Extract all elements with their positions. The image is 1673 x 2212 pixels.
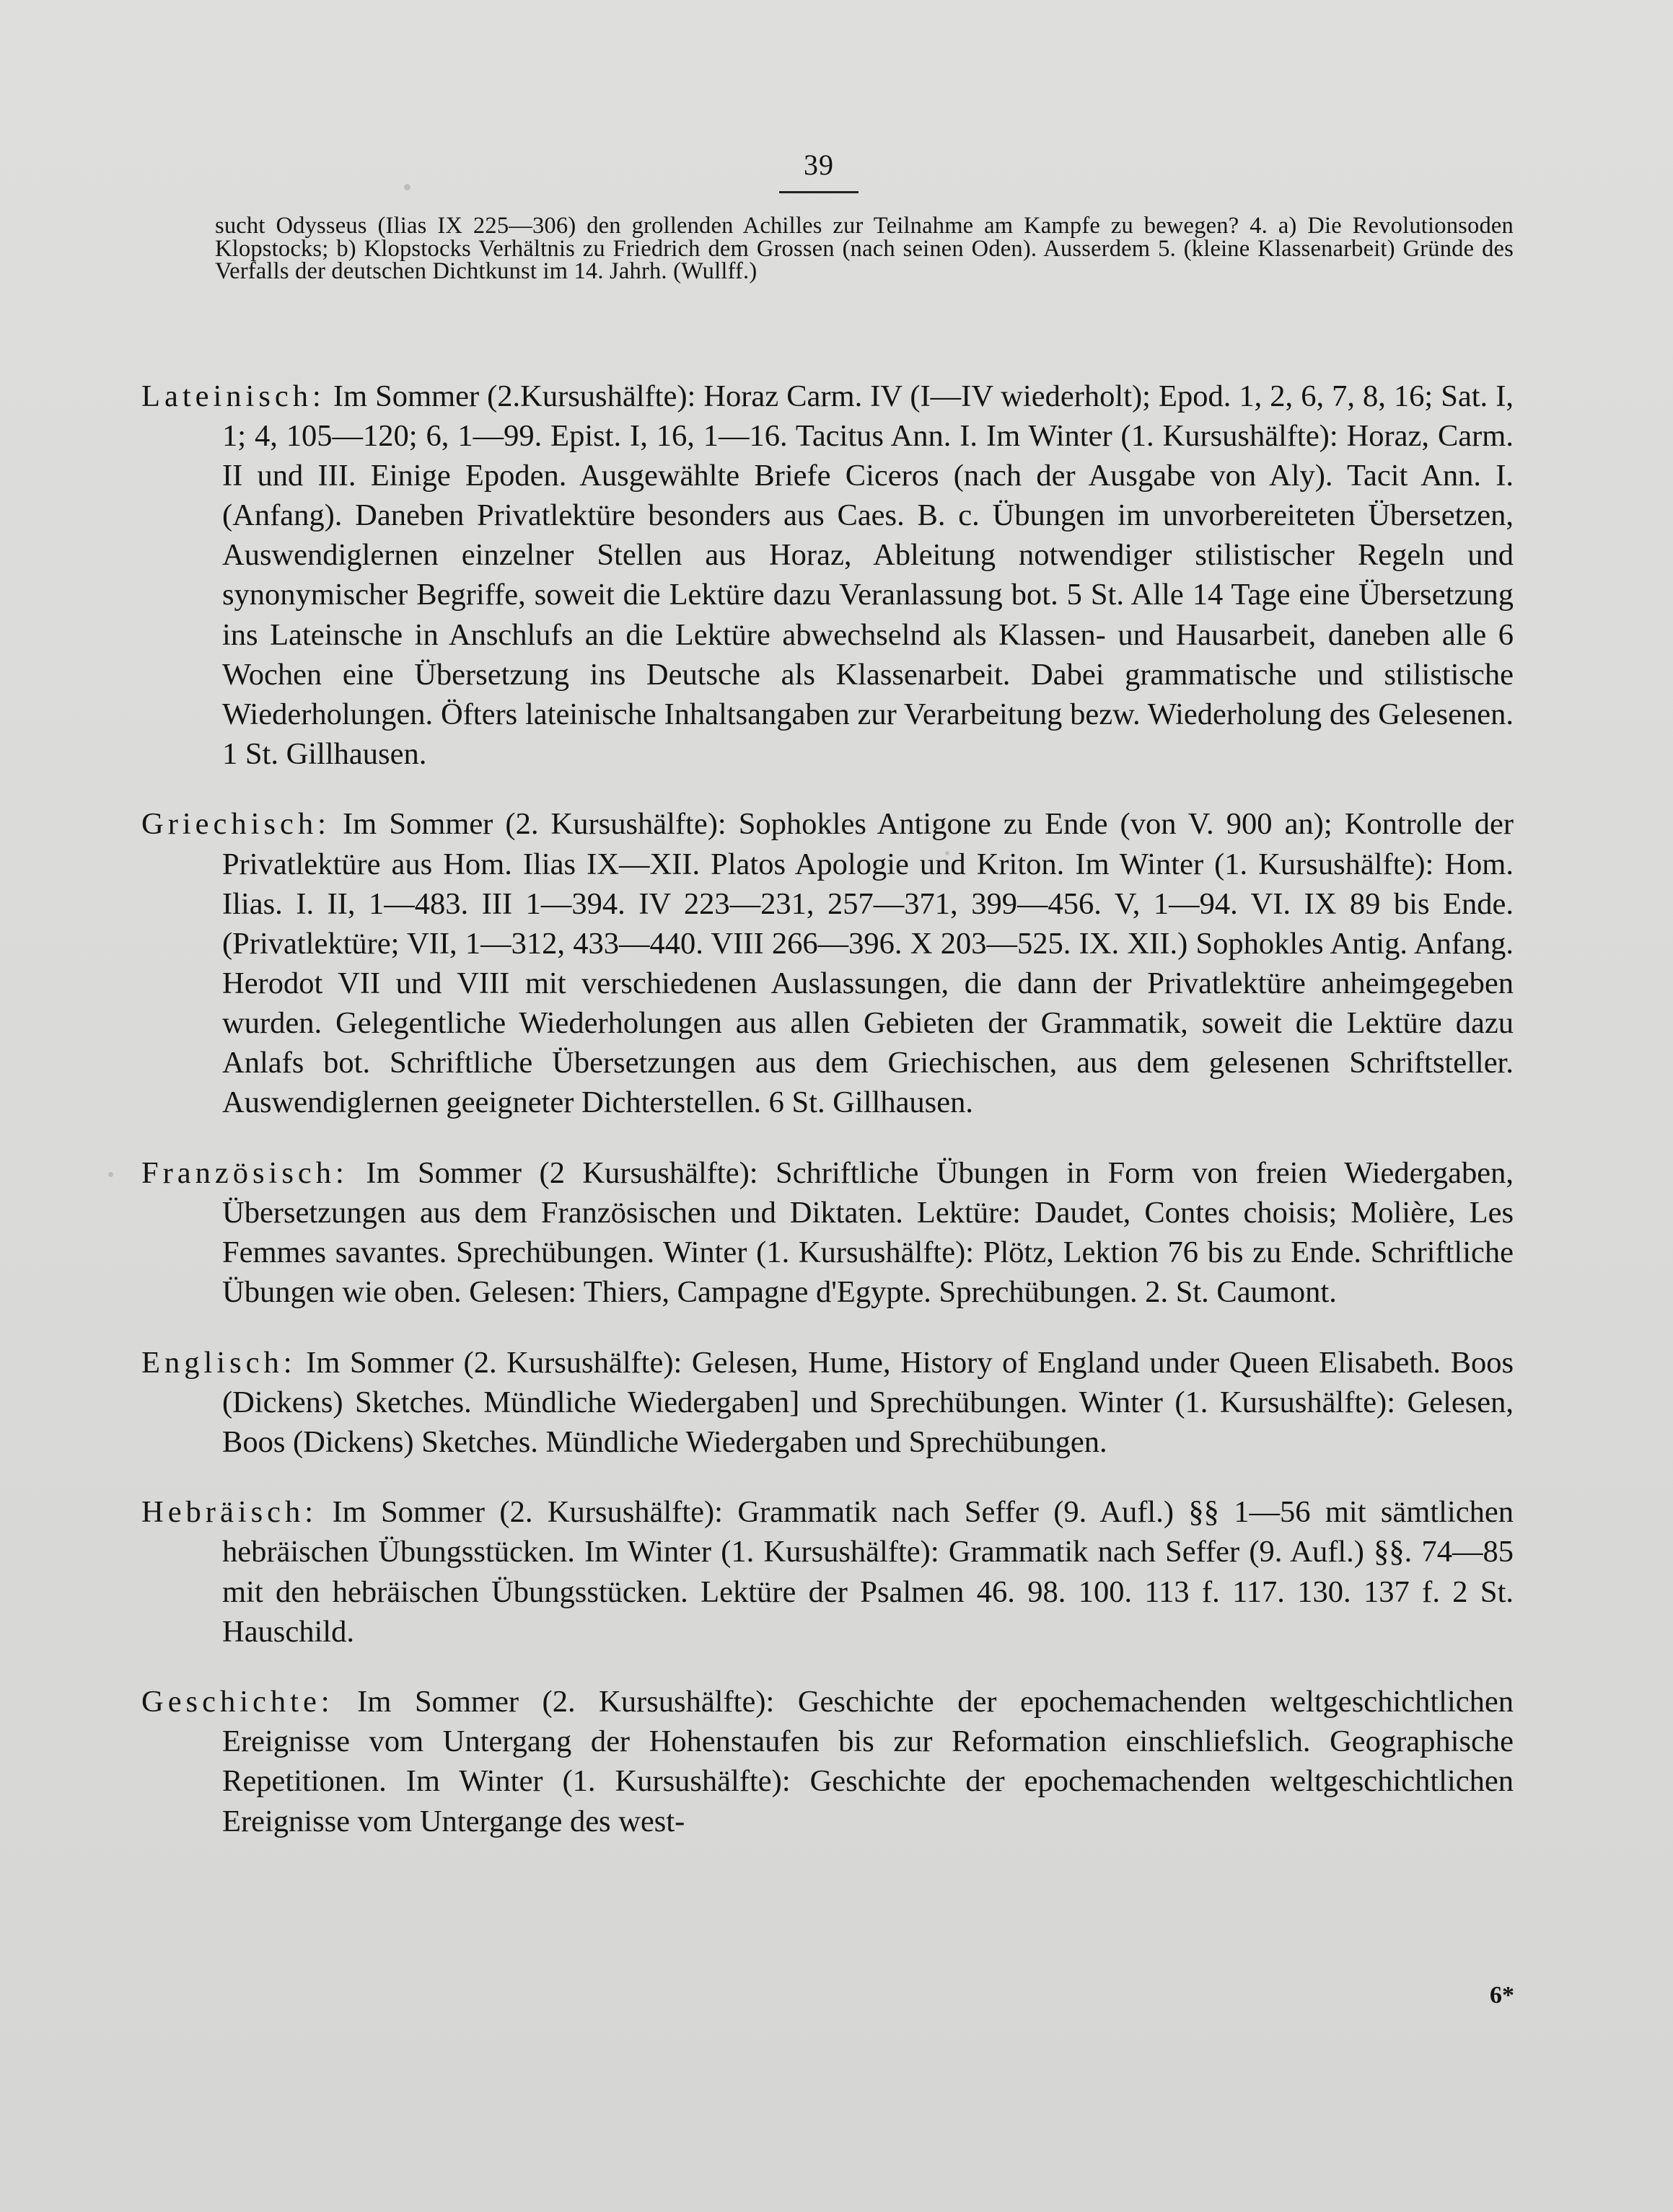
section-text: Im Sommer (2. Kursushälfte): Geschichte der epochemachenden weltgeschichtlichen Ereignisse vom Untergang der Hohenstaufen bis zur Reformation einschliefslich. Geographische Repetitionen. Im Winter (1. Kursushälfte): Geschichte der epochemachenden weltgeschichtlichen Ereignisse vom Untergange des west- (222, 1685, 1514, 1838)
subject-sections (0, 376, 1673, 1850)
section-text: Im Sommer (2 Kursushälfte): Schriftliche Übungen in Form von freien Wiedergaben, Übersetzungen aus dem Französischen und Diktaten. Lektüre: Daudet, Contes choisis; Molière, Les Femmes savantes. Sprechübungen. Winter (1. Kursushälfte): Plötz, Lektion 76 bis zu Ende. Schriftliche Übungen wie oben. Gelesen: Thiers, Campagne d'Egypte. Sprechübungen. 2. St. Caumont. (222, 1155, 1514, 1309)
section-griechisch (141, 804, 1514, 1122)
section-text: Im Sommer (2. Kursushälfte): Grammatik nach Seffer (9. Aufl.) §§ 1—56 mit sämtlichen hebräischen Übungsstücken. Im Winter (1. Kursushälfte): Grammatik nach Seffer (9. Aufl.) §§. 74—85 mit den hebräischen Übungsstücken. Lektüre der Psalmen 46. 98. 100. 113 f. 117. 130. 137 f. 2 St. Hauschild. (222, 1495, 1514, 1649)
section-englisch (141, 1343, 1514, 1462)
section-lateinisch (141, 376, 1514, 774)
section-geschichte (141, 1682, 1514, 1841)
page-number-rule (779, 191, 859, 193)
section-subject: Griechisch: (141, 807, 330, 842)
section-text: Im Sommer (2. Kursushälfte): Sophokles Antigone zu Ende (von V. 900 an); Kontrolle der Privatlektüre aus Hom. Ilias IX—XII. Platos Apologie und Kriton. Im Winter (1. Kursushälfte): Hom. Ilias. I. II, 1—483. III 1—394. IV 223—231, 257—371, 399—456. V, 1—94. VI. IX 89 bis Ende. (Privatlektüre; VII, 1—312, 433—440. VIII 266—396. X 203—525. IX. XII.) Sophokles Antig. Anfang. Herodot VII und VIII mit verschiedenen Auslassungen, die dann der Privatlektüre anheimgegeben wurden. Gelegentliche Wiederholungen aus allen Gebieten der Grammatik, soweit die Lektüre dazu Anlafs bot. Schriftliche Übersetzungen aus dem Griechischen, aus dem gelesenen Schriftsteller. Auswendiglernen geeigneter Dichterstellen. 6 St. Gillhausen. (222, 807, 1514, 1120)
section-subject: Geschichte: (141, 1685, 334, 1719)
signature-mark: 6* (1490, 1982, 1514, 2009)
section-subject: Lateinisch: (141, 379, 325, 413)
section-subject: Hebräisch: (141, 1495, 318, 1530)
section-subject: Englisch: (141, 1345, 297, 1380)
section-text: Im Sommer (2. Kursushälfte): Gelesen, Hume, History of England under Queen Elisabeth. Boos (Dickens) Sketches. Mündliche Wiedergaben] und Sprechübungen. Winter (1. Kursushälfte): Gelesen, Boos (Dickens) Sketches. Mündliche Wiedergaben und Sprechübungen. (222, 1345, 1514, 1459)
section-text: Im Sommer (2.Kursushälfte): Horaz Carm. IV (I—IV wiederholt); Epod. 1, 2, 6, 7, 8, 16; Sat. I, 1; 4, 105—120; 6, 1—99. Epist. I, 16, 1—16. Tacitus Ann. I. Im Winter (1. Kursushälfte): Horaz, Carm. II und III. Einige Epoden. Ausgewählte Briefe Ciceros (nach der Ausgabe von Aly). Tacit Ann. I. (Anfang). Daneben Privatlektüre besonders aus Caes. B. c. Übungen im unvorbereiteten Übersetzen, Auswendiglernen einzelner Stellen aus Horaz, Ableitung notwendiger stilistischer Regeln und synonymischer Begriffe, soweit die Lektüre dazu Veranlassung bot. 5 St. Alle 14 Tage eine Übersetzung ins Lateinsche in Anschlufs an die Lektüre abwechselnd als Klassen- und Hausarbeit, daneben alle 6 Wochen eine Übersetzung ins Deutsche als Klassenarbeit. Dabei grammatische und stilistische Wiederholungen. Öfters lateinische Inhaltsangaben zur Verarbeitung bezw. Wiederholung des Gelesenen. 1 St. Gillhausen. (222, 379, 1514, 771)
section-hebraeisch (141, 1492, 1514, 1651)
paper-speck (404, 184, 410, 190)
intro-paragraph: sucht Odysseus (Ilias IX 225—306) den grollenden Achilles zur Teilnahme am Kampfe zu bewegen? 4. a) Die Revolutionsoden Klopstocks; b) Klopstocks Verhältnis zu Friedrich dem Grossen (nach seinen Oden). Ausserdem 5. (kleine Klassenarbeit) Gründe des Verfalls der deutschen Dichtkunst im 14. Jahrh. (Wullff.) (215, 213, 1514, 285)
section-franzoesisch (141, 1153, 1514, 1312)
section-subject: Französisch: (141, 1155, 348, 1190)
page-number: 39 (804, 149, 834, 181)
